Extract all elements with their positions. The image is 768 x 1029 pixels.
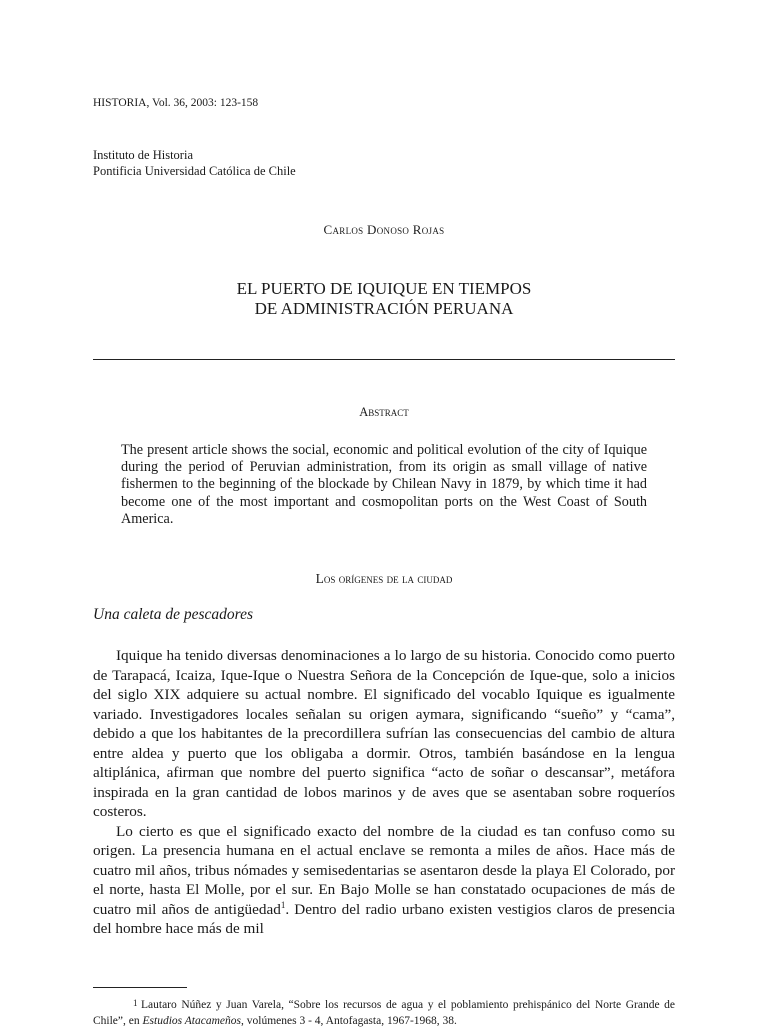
institution-line-2: Pontificia Universidad Católica de Chile	[93, 163, 296, 178]
paragraph-2-part-b: . Dentro del radio urbano existen vestigios claros de presencia del hombre hace más de mil	[93, 900, 675, 937]
footnote-number: 1	[133, 998, 138, 1008]
abstract-heading: Abstract	[359, 405, 409, 419]
paragraph-2-part-a: Lo cierto es que el significado exacto del nombre de la ciudad es tan confuso como su origen. La presencia humana en el actual enclave se remonta a miles de años. Hace más de cuatro mil años, tribus nómades y semisedentarias se asentaron desde la playa El Colorado, por el norte, hasta El Molle, por el sur. En Bajo Molle se han constatado ocupaciones de más de cuatro mil años de antigüedad	[93, 822, 675, 918]
subsection-heading: Una caleta de pescadores	[93, 606, 253, 623]
institution-block	[93, 148, 296, 179]
title-line-2: DE ADMINISTRACIÓN PERUANA	[254, 299, 514, 318]
institution-line-1: Instituto de Historia	[93, 148, 193, 162]
abstract-text: The present article shows the social, economic and political evolution of the city of Iquique during the period of Peruvian administration, from its origin as small village of native fishermen to the beginning of the blockade by Chilean Navy in 1879, by which time it had become one of the most important and cosmopolitan ports on the West Coast of South America.	[121, 442, 647, 527]
footnote-journal: Estudios Atacameños	[142, 1014, 241, 1027]
title-divider	[93, 359, 675, 360]
author-name: Carlos Donoso Rojas	[323, 222, 445, 237]
paragraph-2	[93, 822, 675, 939]
footnote	[93, 996, 675, 1029]
footnote-text-a: Lautaro Núñez y Juan Varela, “Sobre los recursos de agua y el poblamiento prehispánico del Norte Grande de Chile”, en	[93, 999, 675, 1027]
journal-citation: HISTORIA, Vol. 36, 2003: 123-158	[93, 97, 259, 109]
footnote-divider	[93, 987, 187, 988]
body-text	[93, 646, 675, 939]
footnote-reference: 1	[280, 899, 286, 910]
paragraph-1: Iquique ha tenido diversas denominaciones a lo largo de su historia. Conocido como puerto de Tarapacá, Icaiza, Ique-Ique o Nuestra Señora de la Concepción de Ique-que, solo a inicios del siglo XIX adquiere su actual nombre. El significado del vocablo Iquique es igualmente variado. Investigadores locales señalan su origen aymara, significando “sueño” y “cama”, debido a que los habitantes de la precordillera sufrían las consecuencias del cambio de altura entre aldea y puerto que los obligaba a dormir. Otros, también basándose en la lengua altiplánica, afirman que nombre del puerto significa “acto de soñar o descansar”, metáfora inspirada en la gran cantidad de lobos marinos y de aves que se asentaban sobre roqueríos costeros.	[93, 647, 675, 820]
footnote-text-b: , volúmenes 3 - 4, Antofagasta, 1967-1968, 38.	[241, 1014, 457, 1027]
section-heading: Los orígenes de la ciudad	[315, 571, 453, 586]
article-title	[0, 279, 768, 319]
title-line-1: EL PUERTO DE IQUIQUE EN TIEMPOS	[236, 279, 532, 298]
